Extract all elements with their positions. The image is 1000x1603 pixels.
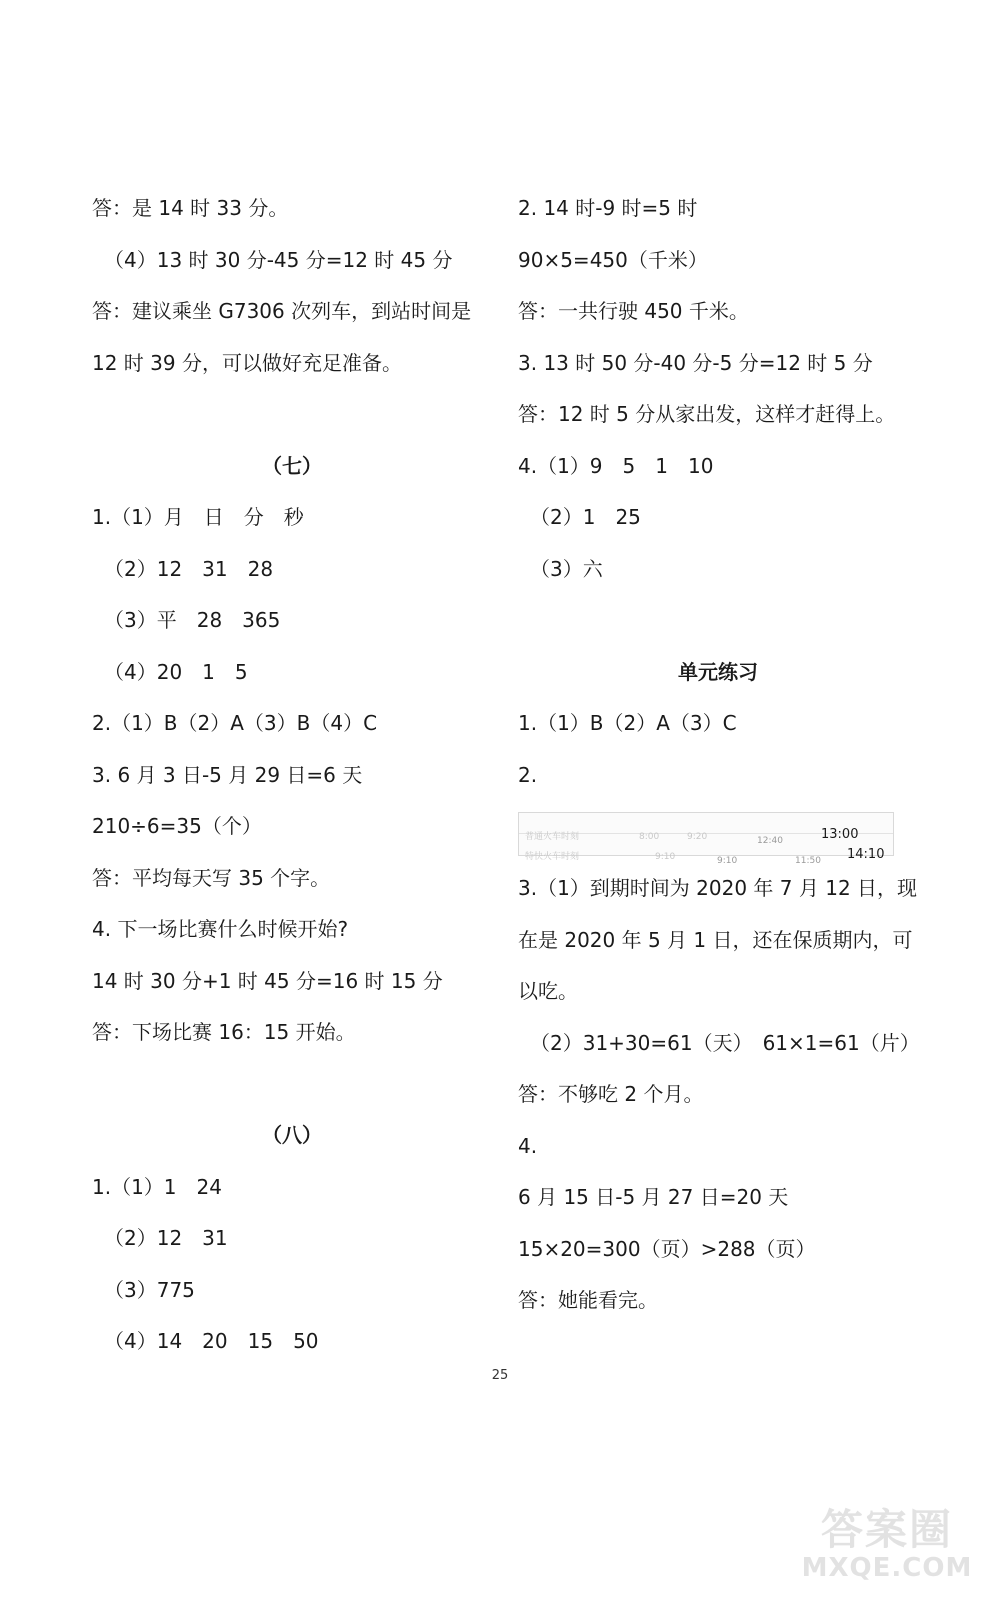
spacer (518, 600, 918, 652)
table-cell: 8:00 (639, 832, 660, 842)
answer-line: （4）14 20 15 50 (104, 1329, 319, 1353)
table-cell: 11:50 (795, 856, 821, 866)
answer-line: 1.（1）1 24 (92, 1174, 222, 1199)
answer-line: 答：建议乘坐 G7306 次列车，到站时间是 (92, 299, 472, 323)
time-table-row (518, 812, 918, 868)
answer-line: 4.（1）9 5 1 10 (518, 453, 714, 478)
answer-line: 2. (518, 762, 538, 787)
answer-line: （4）13 时 30 分-45 分=12 时 45 分 (104, 247, 453, 272)
watermark-logo (792, 1507, 982, 1585)
answer-line: 答：她能看完。 (518, 1288, 658, 1312)
answer-line: 12 时 39 分，可以做好充足准备。 (92, 350, 402, 375)
answer-line: （2）12 31 (104, 1226, 228, 1250)
answer-line: 答：12 时 5 分从家出发，这样才赶得上。 (518, 402, 896, 426)
answer-line: 90×5=450（千米） (518, 247, 708, 272)
page-number: 25 (491, 1368, 509, 1383)
table-row-label: 特快火车时刻 (525, 852, 580, 862)
answer-line: 15×20=300（页）>288（页） (518, 1236, 816, 1261)
answer-line: 4. 下一场比赛什么时候开始? (92, 917, 349, 941)
answer-line: 在是 2020 年 5 月 1 日，还在保质期内，可 (518, 927, 913, 952)
answer-line: （3）六 (530, 556, 603, 581)
spacer (92, 1064, 492, 1116)
table-cell: 9:20 (687, 832, 708, 842)
answer-line: （2）12 31 28 (104, 556, 274, 581)
answer-line: 4. (518, 1133, 538, 1158)
answer-line: 3. 6 月 3 日-5 月 29 日=6 天 (92, 762, 363, 787)
train-time-table (518, 812, 894, 866)
left-column (92, 188, 492, 1373)
answer-line: 1.（1）B（2）A（3）C (518, 711, 737, 735)
answer-line: 6 月 15 日-5 月 27 日=20 天 (518, 1185, 789, 1209)
answer-line: 答：一共行驶 450 千米。 (518, 299, 749, 323)
table-cell: 12:40 (757, 836, 783, 846)
answer-line: 答：下场比赛 16：15 开始。 (92, 1020, 356, 1044)
answer-line: （3）775 (104, 1277, 195, 1302)
table-cell: 13:00 (821, 827, 859, 842)
table-cell: 9:10 (717, 856, 738, 866)
answer-line: 1.（1）月 日 分 秒 (92, 505, 304, 529)
answer-line: 14 时 30 分+1 时 45 分=16 时 15 分 (92, 968, 443, 993)
answer-line: 以吃。 (518, 979, 578, 1003)
answer-line: 2.（1）B（2）A（3）B（4）C (92, 711, 378, 735)
section-heading-eight: （八） (262, 1123, 322, 1147)
spacer (92, 394, 492, 446)
table-cell: 14:10 (847, 847, 885, 862)
answer-line: 2. 14 时-9 时=5 时 (518, 196, 698, 220)
answer-line: 3.（1）到期时间为 2020 年 7 月 12 日，现 (518, 876, 918, 900)
answer-line: 答：平均每天写 35 个字。 (92, 865, 331, 890)
table-row-label: 普通火车时刻 (525, 832, 580, 842)
answer-line: （2）31+30=61（天） 61×1=61（片） (530, 1030, 920, 1055)
answer-line: 答：不够吃 2 个月。 (518, 1082, 704, 1106)
answer-line: 3. 13 时 50 分-40 分-5 分=12 时 5 分 (518, 350, 873, 375)
section-heading-unit-practice: 单元练习 (678, 659, 758, 684)
answer-line: （4）20 1 5 (104, 659, 248, 684)
watermark-text: 答案圈 (820, 1505, 953, 1554)
watermark-url: MXQE.COM (801, 1553, 973, 1583)
answer-line: （3）平 28 365 (104, 608, 281, 632)
section-heading-seven: （七） (262, 453, 322, 478)
right-column (518, 188, 918, 1332)
answer-line: 210÷6=35（个） (92, 814, 262, 838)
answer-line: （2）1 25 (530, 505, 641, 529)
answer-line: 答：是 14 时 33 分。 (92, 196, 289, 220)
table-cell: 9:10 (655, 852, 676, 862)
